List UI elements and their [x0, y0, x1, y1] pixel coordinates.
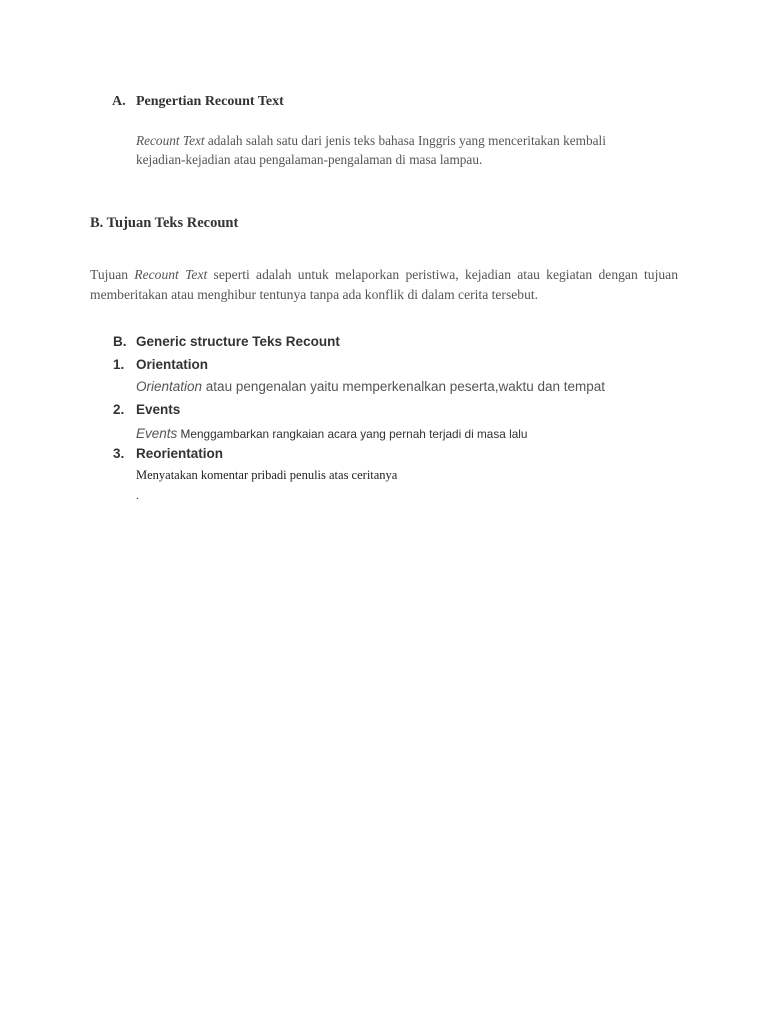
list-heading: Orientation: [136, 357, 209, 372]
list-desc-text: atau pengenalan yaitu memperkenalkan peserta,waktu dan tempat: [202, 379, 606, 394]
generic-title: Generic structure Teks Recount: [136, 334, 340, 349]
trailing-period: .: [136, 488, 139, 502]
section-a-paragraph: [136, 131, 656, 169]
list-italic-term: Orientation: [136, 379, 203, 394]
section-a-italic-term: Recount Text: [136, 133, 205, 148]
section-b-title: B. Tujuan Teks Recount: [90, 215, 239, 231]
list-number: 2.: [113, 402, 125, 417]
list-number: 3.: [113, 446, 125, 461]
section-a-marker: A.: [112, 94, 126, 109]
section-a-title: Pengertian Recount Text: [136, 94, 284, 109]
list-description: [136, 379, 605, 394]
list-number: 1.: [113, 357, 125, 372]
list-description: [136, 426, 527, 441]
section-a-line2: kejadian-kejadian atau pengalaman-pengalaman di masa lampau.: [136, 152, 483, 167]
section-b-prefix: Tujuan: [90, 267, 135, 282]
section-b-italic-term: Recount Text: [134, 267, 208, 282]
list-heading: Reorientation: [136, 446, 224, 461]
list-italic-term: Events: [136, 426, 178, 441]
section-a-line1: adalah salah satu dari jenis teks bahasa Inggris yang menceritakan kembali: [204, 133, 606, 148]
section-b-paragraph: [90, 265, 678, 305]
list-description: Menyatakan komentar pribadi penulis atas ceritanya: [136, 468, 398, 482]
list-desc-text: Menggambarkan rangkaian acara yang pernah terjadi di masa lalu: [177, 427, 528, 441]
list-heading: Events: [136, 402, 181, 417]
section-b-rest: seperti adalah untuk melaporkan peristiwa, kejadian atau kegiatan dengan tujuan memberitakan atau menghibur tentunya tanpa ada konflik di dalam cerita tersebut.: [90, 267, 678, 302]
generic-marker: B.: [113, 334, 127, 349]
